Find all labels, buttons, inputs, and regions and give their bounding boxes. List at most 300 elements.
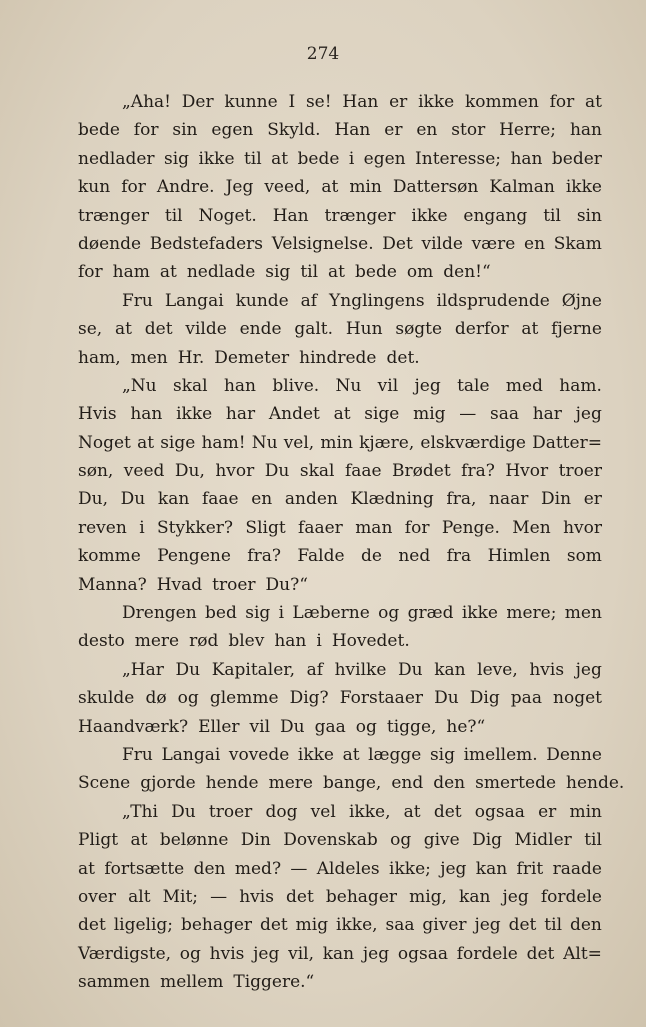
word: man <box>355 517 393 538</box>
word: ham, <box>78 347 121 368</box>
paragraph <box>78 599 602 656</box>
word: ikke <box>418 92 455 112</box>
word: i <box>278 603 285 624</box>
word: „Aha! <box>122 92 171 112</box>
text-line <box>78 315 602 343</box>
word: jeg <box>440 858 467 879</box>
word: Noget <box>78 432 131 453</box>
word: dog <box>265 801 298 822</box>
text-line <box>78 542 602 570</box>
word: Mit; <box>162 886 199 907</box>
word: ned <box>398 546 431 567</box>
word: at <box>585 92 602 112</box>
word: Hovedet. <box>331 631 410 652</box>
page-number: 274 <box>306 44 340 64</box>
word: er <box>538 801 557 822</box>
body-text <box>78 88 625 997</box>
word: ham! <box>201 432 246 453</box>
word: blive. <box>272 375 320 396</box>
text-line <box>78 230 602 258</box>
word: Læberne <box>292 603 370 624</box>
word: skal <box>172 375 208 396</box>
word: sig <box>265 262 291 283</box>
word: he?“ <box>446 716 486 737</box>
word: fra? <box>247 546 281 567</box>
word: det <box>78 915 106 936</box>
word: Hun <box>345 319 383 340</box>
word: lægge <box>368 744 422 765</box>
word: Skyld. <box>267 120 321 141</box>
word: Det <box>382 233 413 254</box>
word: Penge. <box>441 517 500 538</box>
text-line <box>78 883 602 911</box>
word: bange, <box>323 773 382 794</box>
word: sin <box>172 120 198 141</box>
word: til <box>584 830 602 851</box>
word: min <box>320 432 353 453</box>
word: Sligt <box>245 517 286 538</box>
word: til <box>544 915 563 936</box>
word: ham. <box>559 375 602 396</box>
word: Du <box>175 659 201 680</box>
word: for <box>78 262 103 283</box>
word: hvis <box>529 659 565 680</box>
word: Skam <box>553 233 602 254</box>
word: — <box>459 404 477 425</box>
word: ikke, <box>336 915 378 936</box>
word: til <box>543 205 561 226</box>
word: Nu <box>335 375 362 396</box>
word: til <box>300 262 319 283</box>
word: behager <box>180 915 253 936</box>
word: Fru <box>122 744 153 765</box>
word: Men <box>512 517 551 538</box>
word: fortsætte <box>104 858 185 879</box>
text-line <box>78 485 602 513</box>
word: hvis <box>239 886 274 907</box>
word: gjorde <box>140 773 196 794</box>
word: i <box>316 631 322 652</box>
word: Han <box>272 205 309 226</box>
word: mere <box>134 631 180 652</box>
word: Herre; <box>499 120 557 141</box>
text-line <box>78 372 602 400</box>
text-line <box>78 116 602 144</box>
word: tale <box>457 375 490 396</box>
word: Alt= <box>563 943 602 964</box>
word: egen <box>363 148 406 169</box>
word: kjære, <box>359 432 415 453</box>
word: anden <box>284 489 338 510</box>
word: i <box>139 517 145 538</box>
text-line <box>78 344 602 372</box>
text-line <box>78 173 602 201</box>
text-line <box>78 741 602 769</box>
text-line <box>78 713 602 741</box>
word: vel <box>310 801 336 822</box>
word: veed, <box>264 177 311 198</box>
word: troer <box>208 801 253 822</box>
word: Andet <box>268 404 320 425</box>
word: han <box>223 375 256 396</box>
text-line <box>78 571 602 599</box>
word: faae <box>344 461 382 482</box>
word: min <box>349 177 382 198</box>
word: imellem. <box>463 744 538 765</box>
word: at <box>328 262 345 283</box>
word: vilde <box>421 233 463 254</box>
word: faaer <box>298 517 343 538</box>
word: Kalman <box>489 177 555 198</box>
word: naar <box>489 489 529 510</box>
word: jeg <box>474 915 501 936</box>
text-line <box>78 769 625 797</box>
word: Du <box>120 489 146 510</box>
word: ikke <box>565 177 602 198</box>
word: Dattersøn <box>392 177 479 198</box>
word: Du, <box>78 489 108 510</box>
word: en <box>251 489 273 510</box>
word: jeg <box>362 943 390 964</box>
text-line <box>78 826 602 854</box>
word: frit <box>516 858 544 879</box>
text-line <box>78 457 602 485</box>
word: den!“ <box>443 262 491 283</box>
word: Din <box>240 830 271 851</box>
text-line <box>78 599 602 627</box>
word: vilde <box>185 319 227 340</box>
word: trænger <box>324 205 396 226</box>
word: den <box>193 858 226 879</box>
word: som <box>566 546 602 567</box>
word: være <box>471 233 516 254</box>
word: Haandværk? <box>78 716 189 737</box>
word: hende <box>205 773 259 794</box>
text-line <box>78 940 602 968</box>
word: ikke <box>198 148 235 169</box>
word: se, <box>78 319 103 340</box>
word: Drengen <box>122 603 197 624</box>
word: Manna? <box>78 574 147 595</box>
word: jeg <box>253 943 280 964</box>
word: troer <box>212 574 256 595</box>
word: er <box>384 120 403 141</box>
word: engang <box>463 205 528 226</box>
word: tigge, <box>386 716 437 737</box>
word: sige <box>160 432 196 453</box>
word: Velsignelse. <box>271 233 374 254</box>
word: desto <box>78 631 125 652</box>
word: at <box>321 177 339 198</box>
word: det <box>508 915 537 936</box>
word: Dig <box>472 830 503 851</box>
word: Pligt <box>78 830 119 851</box>
word: vil <box>249 716 271 737</box>
word: Dovenskab <box>283 830 378 851</box>
text-line <box>78 88 602 116</box>
word: — <box>290 858 308 879</box>
word: alt <box>128 886 151 907</box>
word: kunne <box>224 92 278 112</box>
word: han <box>130 404 163 425</box>
word: med <box>505 375 543 396</box>
word: se! <box>305 92 332 112</box>
word: Pengene <box>157 546 231 567</box>
word: Du, <box>174 461 205 482</box>
word: mellem <box>160 972 224 993</box>
word: Øjne <box>561 290 602 311</box>
word: fra? <box>461 461 495 482</box>
word: sin <box>576 205 602 226</box>
word: vovede <box>228 744 290 765</box>
word: hvis <box>209 943 245 964</box>
word: i <box>348 148 355 169</box>
word: ogsaa <box>474 801 525 822</box>
word: kun <box>78 177 111 198</box>
word: at <box>137 432 155 453</box>
word: fra, <box>446 489 477 510</box>
word: at <box>342 744 360 765</box>
word: bed <box>205 603 237 624</box>
word: leve, <box>477 659 518 680</box>
word: det <box>259 915 288 936</box>
word: Kapitaler, <box>211 659 295 680</box>
word: gaa <box>314 716 346 737</box>
word: for <box>121 177 146 198</box>
word: Datter= <box>532 432 602 453</box>
word: ligelig; <box>113 915 174 936</box>
word: veed <box>123 461 165 482</box>
word: mere; <box>506 603 557 624</box>
word: Hvor <box>505 461 549 482</box>
word: hvilke <box>334 659 387 680</box>
text-line <box>78 855 602 883</box>
word: belønne <box>159 830 229 851</box>
word: hende. <box>566 773 625 794</box>
word: det <box>433 801 462 822</box>
word: kan <box>157 489 190 510</box>
word: sig <box>245 603 271 624</box>
word: Eller <box>198 716 240 737</box>
word: er <box>583 489 602 510</box>
word: Falde <box>297 546 345 567</box>
word: men <box>130 347 168 368</box>
word: troer <box>558 461 602 482</box>
word: Hvad <box>156 574 203 595</box>
word: Du <box>434 688 459 709</box>
word: at <box>403 801 421 822</box>
word: ikke <box>176 404 213 425</box>
word: give <box>423 830 460 851</box>
word: sige <box>364 404 400 425</box>
word: Fru <box>122 290 153 311</box>
word: det <box>144 319 173 340</box>
word: at <box>271 148 289 169</box>
word: ildsprudende <box>436 290 550 311</box>
word: har <box>532 404 562 425</box>
word: jeg <box>414 375 441 396</box>
text-line <box>78 968 602 996</box>
word: det. <box>386 347 420 368</box>
word: vel, <box>283 432 315 453</box>
word: end <box>391 773 424 794</box>
word: kommen <box>464 92 539 112</box>
text-line <box>78 798 602 826</box>
text-line <box>78 400 602 428</box>
word: Der <box>181 92 214 112</box>
word: Aldeles <box>316 858 380 879</box>
word: noget <box>553 688 602 709</box>
word: Demeter <box>214 347 290 368</box>
word: af <box>306 659 324 680</box>
word: at <box>521 319 539 340</box>
word: søgte <box>395 319 443 340</box>
word: han <box>510 148 543 169</box>
text-line <box>78 656 602 684</box>
word: fjerne <box>551 319 602 340</box>
word: sig <box>163 148 190 169</box>
paragraph <box>78 741 625 798</box>
word: faae <box>201 489 239 510</box>
word: Bedstefaders <box>149 233 264 254</box>
word: Tiggere.“ <box>233 972 315 993</box>
word: Hvis <box>78 404 117 425</box>
word: og <box>390 830 412 851</box>
word: sammen <box>78 972 151 993</box>
word: Noget. <box>198 205 257 226</box>
word: saa <box>489 404 519 425</box>
word: døende <box>78 233 142 254</box>
word: den <box>433 773 466 794</box>
word: ikke <box>297 744 334 765</box>
text-line <box>78 258 602 286</box>
word: at <box>130 830 148 851</box>
word: bede <box>355 262 397 283</box>
word: Brødet <box>392 461 451 482</box>
word: fra <box>446 546 472 567</box>
word: elskværdige <box>420 432 526 453</box>
word: stor <box>451 120 486 141</box>
word: vil, <box>288 943 314 964</box>
word: for <box>133 120 159 141</box>
word: bede <box>297 148 340 169</box>
word: kan <box>322 943 355 964</box>
word: egen <box>211 120 254 141</box>
word: til <box>243 148 262 169</box>
word: behager <box>325 886 398 907</box>
word: skulde <box>78 688 135 709</box>
word: Interesse; <box>415 148 502 169</box>
word: har <box>225 404 256 425</box>
word: Ynglingens <box>329 290 425 311</box>
word: „Nu <box>122 375 157 396</box>
word: jeg <box>502 886 529 907</box>
word: de <box>360 546 382 567</box>
word: og <box>355 716 377 737</box>
paragraph <box>78 287 602 372</box>
word: skal <box>299 461 335 482</box>
word: Dig? <box>289 688 329 709</box>
text-line <box>78 429 602 457</box>
word: en <box>524 233 546 254</box>
word: derfor <box>454 319 509 340</box>
word: den <box>569 915 602 936</box>
word: til <box>164 205 183 226</box>
word: Forstaaer <box>339 688 424 709</box>
word: dø <box>145 688 167 709</box>
word: Hr. <box>177 347 205 368</box>
word: kan <box>434 659 466 680</box>
word: hvor <box>563 517 602 538</box>
word: Andre. <box>156 177 215 198</box>
word: Du?“ <box>265 574 308 595</box>
word: kunde <box>235 290 289 311</box>
word: ikke <box>461 603 498 624</box>
word: ham <box>112 262 150 283</box>
text-line <box>78 627 602 655</box>
word: at <box>78 858 95 879</box>
word: Nu <box>251 432 278 453</box>
word: græd <box>407 603 454 624</box>
word: komme <box>78 546 141 567</box>
word: Langai <box>161 744 221 765</box>
word: Værdigste, <box>78 943 172 964</box>
word: Klædning <box>350 489 434 510</box>
word: Langai <box>164 290 224 311</box>
word: kan <box>459 886 491 907</box>
word: Midler <box>514 830 572 851</box>
text-line <box>78 911 602 939</box>
word: nedlader <box>78 148 155 169</box>
word: saa <box>385 915 415 936</box>
word: kan <box>475 858 508 879</box>
paragraph <box>78 88 602 287</box>
word: „Thi <box>122 801 158 822</box>
text-line <box>78 287 602 315</box>
word: blev <box>228 631 265 652</box>
word: og <box>378 603 400 624</box>
word: med? <box>234 858 282 879</box>
word: jeg <box>575 404 602 425</box>
word: bede <box>78 120 120 141</box>
word: søn, <box>78 461 114 482</box>
word: er <box>389 92 408 112</box>
word: han <box>274 631 307 652</box>
word: giver <box>422 915 467 936</box>
word: raade <box>552 858 602 879</box>
text-line <box>78 202 602 230</box>
word: det <box>286 886 314 907</box>
word: reven <box>78 517 127 538</box>
word: af <box>300 290 318 311</box>
paragraph <box>78 372 602 599</box>
word: Din <box>541 489 572 510</box>
paragraph <box>78 656 602 741</box>
word: nedlade <box>186 262 256 283</box>
word: smertede <box>475 773 557 794</box>
word: mig <box>295 915 329 936</box>
word: Denne <box>546 744 602 765</box>
word: og <box>177 688 199 709</box>
word: Himlen <box>487 546 551 567</box>
word: Stykker? <box>157 517 234 538</box>
word: Du <box>280 716 305 737</box>
word: „Har <box>122 659 164 680</box>
word: Du <box>398 659 423 680</box>
word: hvor <box>215 461 255 482</box>
word: for <box>404 517 430 538</box>
word: vil <box>377 375 399 396</box>
